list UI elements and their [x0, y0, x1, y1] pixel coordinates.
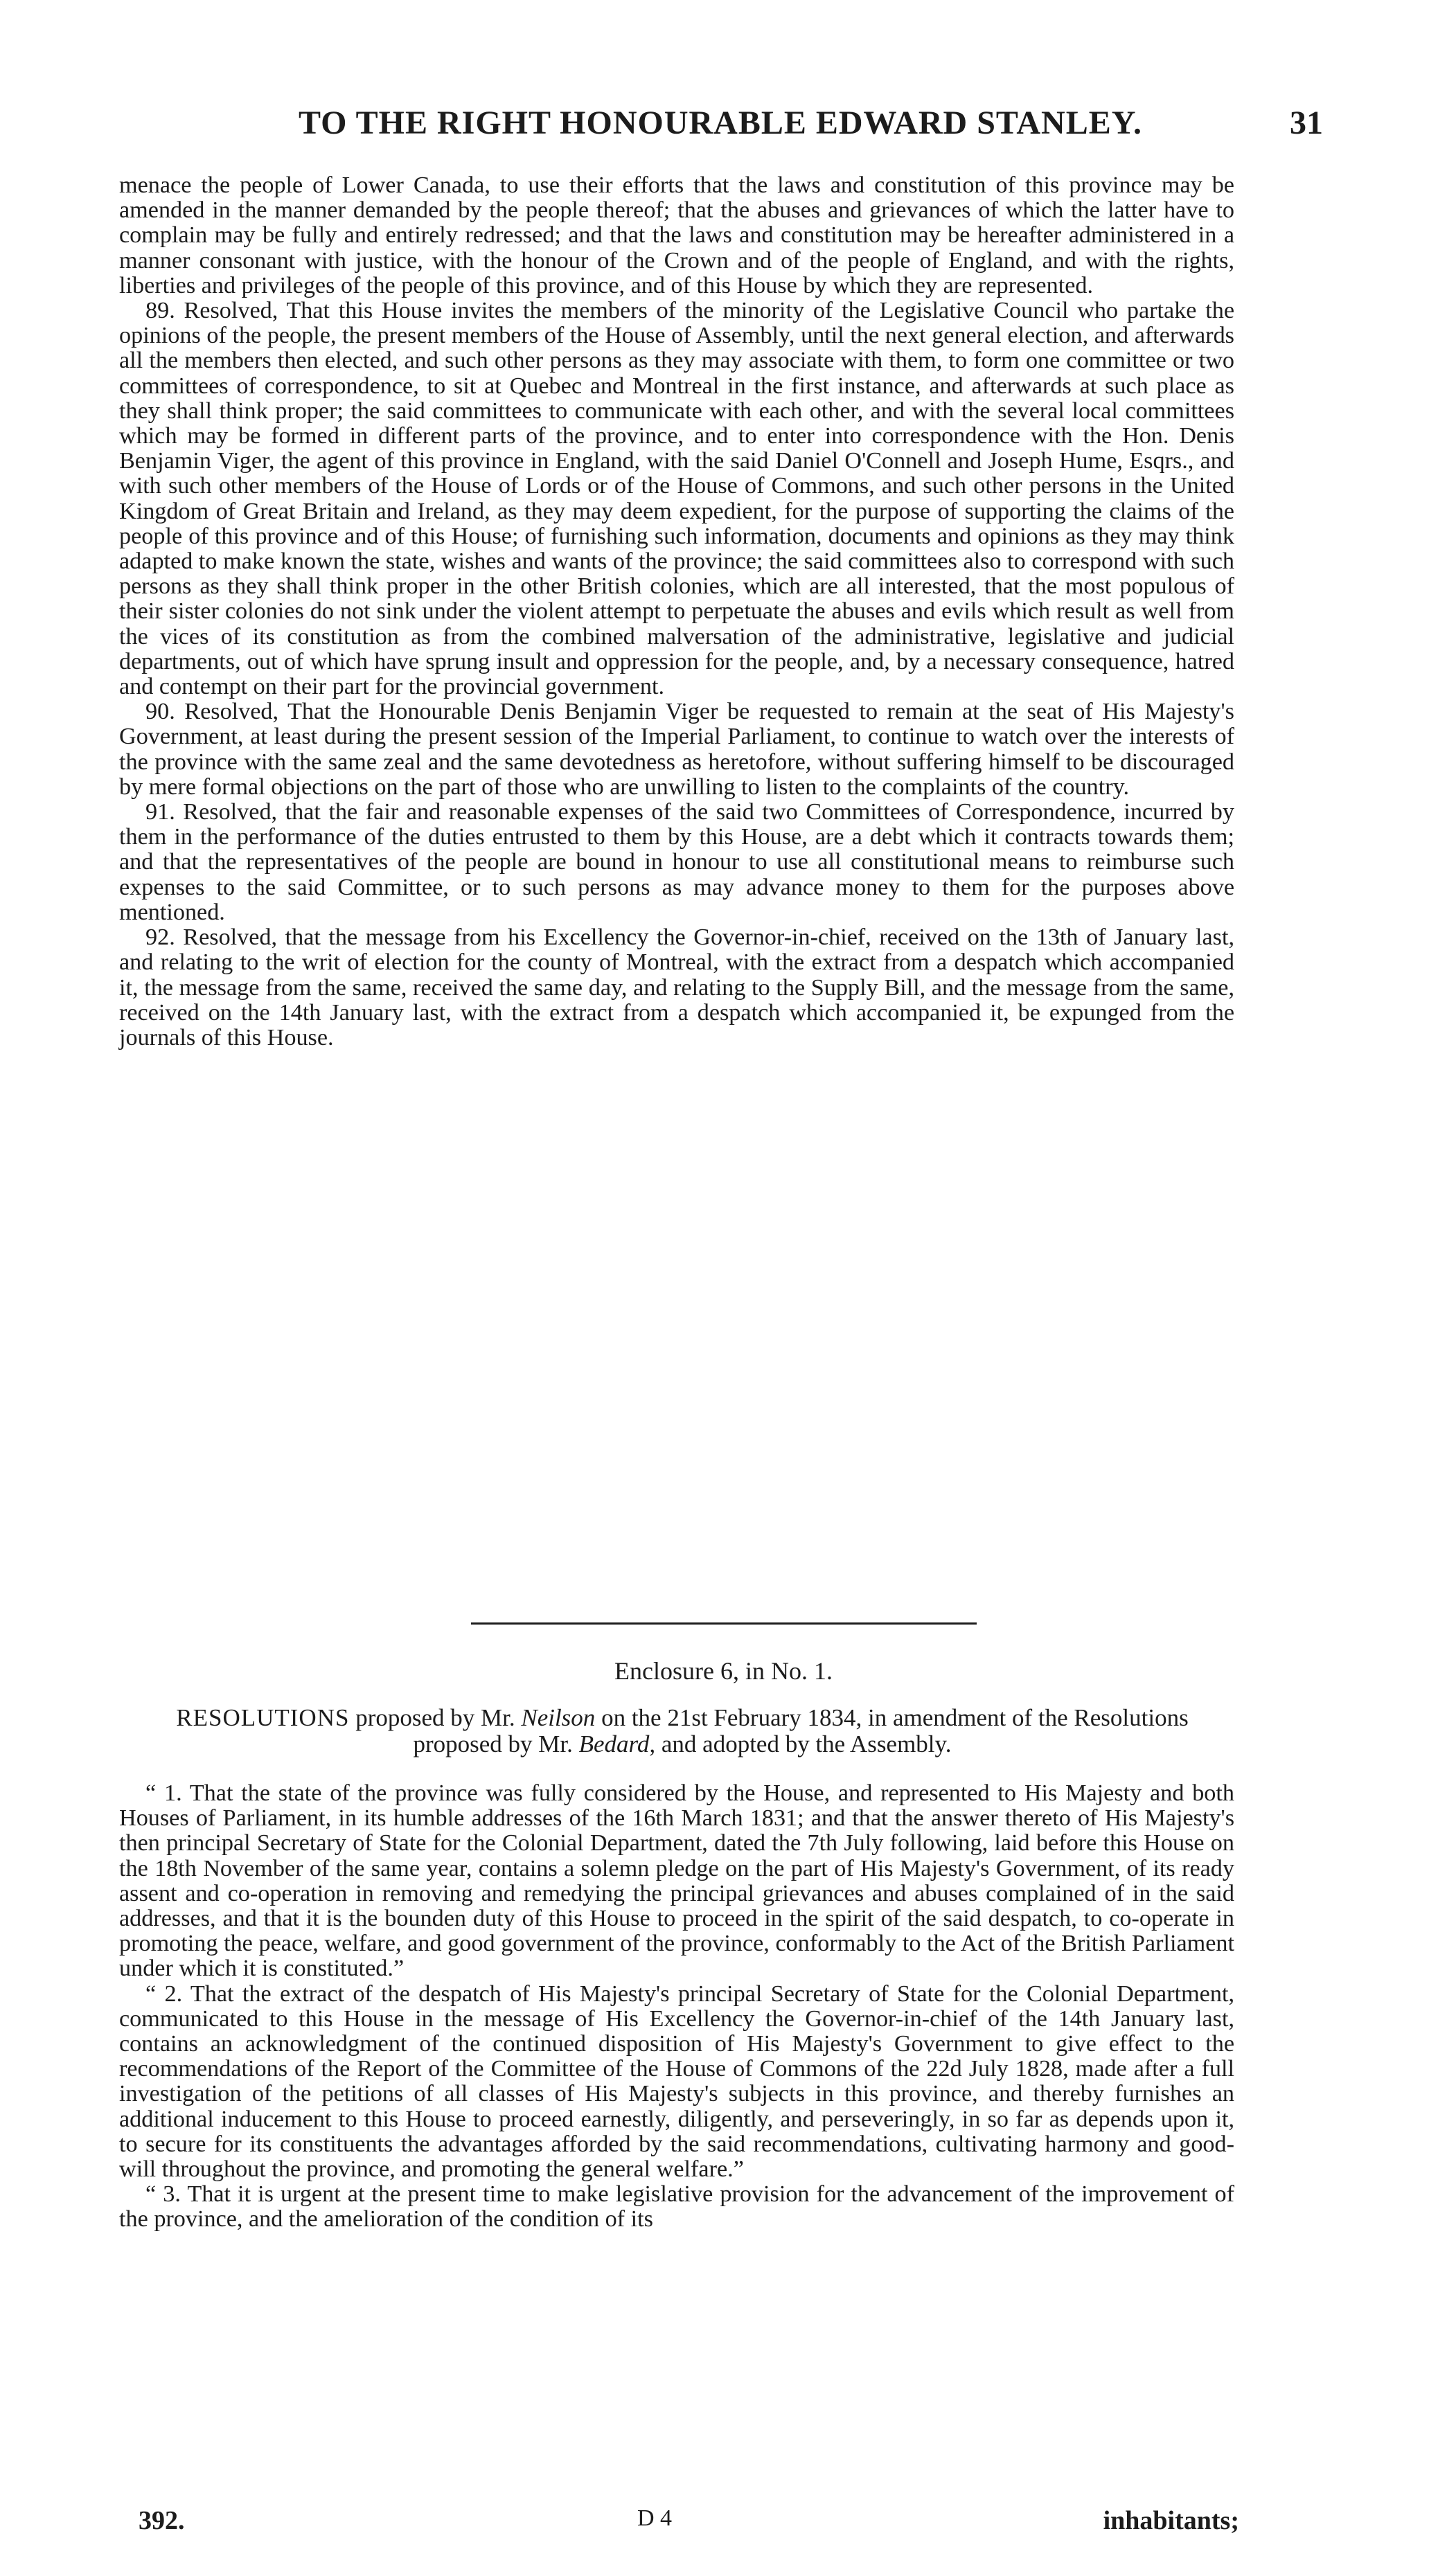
section-divider	[471, 1622, 977, 1625]
page-number: 31	[1290, 105, 1323, 141]
resolutions-text-1: proposed by Mr.	[349, 1704, 522, 1731]
neilson-resolutions	[119, 1781, 1234, 2233]
resolutions-heading	[132, 1705, 1233, 1757]
paragraph-continuation: menace the people of Lower Canada, to use their efforts that the laws and constitution of this province may be amended in the manner demanded by the people thereof; that the abuses and grievances of which the latter have to complain may be fully and entirely redressed; and that the laws and constitution may be hereafter administered in a manner consonant with justice, with the honour of the Crown and of the people of England, and with the rights, liberties and privileges of the people of this province, and of this House by which they are represented.	[119, 172, 1234, 298]
resolution-2: “ 2. That the extract of the despatch of His Majesty's principal Secretary of State for the Colonial Department, communicated to this House in the message of His Excellency the Governor-in-chief of the 14th January last, contains an acknowledgment of the continued disposition of His Majesty's Government to give effect to the recommendations of the Report of the Committee of the House of Commons of the 22d July 1828, made after a full investigation of the petitions of all classes of His Majesty's subjects in this province, and thereby furnishes an additional inducement to this House to proceed earnestly, diligently, and perseveringly, in so far as depends upon it, to secure for its constituents the advantages afforded by the said recommendations, cultivating harmony and good-will throughout the province, and promoting the general welfare.”	[119, 1980, 1234, 2183]
page-header	[208, 104, 1330, 152]
page-footer	[0, 2505, 1447, 2540]
running-title: TO THE RIGHT HONOURABLE EDWARD STANLEY.	[299, 105, 1142, 141]
resolution-92: 92. Resolved, that the message from his Excellency the Governor-in-chief, received on the 13th of January last, and relating to the writ of election for the county of Montreal, with the extract from a despatch which accompanied it, the message from the same, received the same day, and relating to the Supply Bill, and the message from the same, received on the 14th January last, with the extract from a despatch which accompanied it, be expunged from the journals of this House.	[119, 924, 1234, 1050]
resolutions-text-2: on the 21st February 1834, in amendment of the Resolutions proposed by Mr.	[413, 1704, 1189, 1757]
enclosure-heading: Enclosure 6, in No. 1.	[614, 1657, 833, 1685]
footer-signature-mark: D 4	[637, 2505, 673, 2531]
resolutions-lead: RESOLUTIONS	[176, 1704, 350, 1731]
footer-catchword: inhabitants;	[1103, 2506, 1239, 2535]
resolution-90: 90. Resolved, That the Honourable Denis Benjamin Viger be requested to remain at the seat of His Majesty's Government, at least during the present session of the Imperial Parliament, to continue to watch over the interests of the province with the same zeal and the same devotedness as heretofore, without suffering himself to be discouraged by mere formal objections on the part of those who are unwilling to listen to the complaints of the country.	[119, 699, 1234, 800]
footer-document-number: 392.	[139, 2506, 185, 2535]
resolutions-text-3: and adopted by the Assembly.	[655, 1730, 952, 1757]
resolution-1: “ 1. That the state of the province was fully considered by the House, and represented to His Majesty and both Houses of Parliament, in its humble addresses of the 16th March 1831; and that the answer thereto of His Majesty's then principal Secretary of State for the Colonial Department, dated the 7th July following, laid before this House on the 18th November of the same year, contains a solemn pledge on the part of His Majesty's Government, of its ready assent and co-operation in removing and remedying the principal grievances and abuses complained of in the said addresses, and that it is the bounden duty of this House to proceed in the spirit of the said despatch, to co-operate in promoting the peace, welfare, and good government of the province, conformably to the Act of the British Parliament under which it is constituted.”	[119, 1780, 1234, 1982]
resolution-3: “ 3. That it is urgent at the present time to make legislative provision for the advancement of the improvement of the province, and the amelioration of the condition of its	[119, 2181, 1234, 2233]
resolutions-name-bedard: Bedard,	[578, 1730, 656, 1757]
resolutions-text-continued	[119, 173, 1234, 1050]
resolutions-name-neilson: Neilson	[521, 1704, 596, 1731]
resolution-91: 91. Resolved, that the fair and reasonable expenses of the said two Committees of Correspondence, incurred by them in the performance of the duties entrusted to them by this House, are a debt which it contracts towards them; and that the representatives of the people are bound in honour to use all constitutional means to reimburse such expenses to the said Committee, or to such persons as may advance money to them for the purposes above mentioned.	[119, 799, 1234, 925]
resolution-89: 89. Resolved, That this House invites the members of the minority of the Legislative Council who partake the opinions of the people, the present members of the House of Assembly, until the next general election, and afterwards all the members then elected, and such other persons as they may associate with them, to form one committee or two committees of correspondence, to sit at Quebec and Montreal in the first instance, and afterwards at such place as they shall think proper; the said committees to communicate with each other, and with the several local committees which may be formed in different parts of the province, and to enter into correspondence with the Hon. Denis Benjamin Viger, the agent of this province in England, with the said Daniel O'Connell and Joseph Hume, Esqrs., and with such other members of the House of Lords or of the House of Commons, and such other persons in the United Kingdom of Great Britain and Ireland, as they may deem expedient, for the purpose of supporting the claims of the people of this province and of this House; of furnishing such information, documents and opinions as they may think adapted to make known the state, wishes and wants of the province; the said committees also to correspond with such persons as they shall think proper in the other British colonies, which are all interested, that the most populous of their sister colonies do not sink under the violent attempt to perpetuate the abuses and evils which result as well from the vices of its constitution as from the combined malversation of the administrative, legislative and judicial departments, out of which have sprung insult and oppression for the people, and, by a necessary consequence, hatred and contempt on their part for the provincial government.	[119, 298, 1234, 700]
